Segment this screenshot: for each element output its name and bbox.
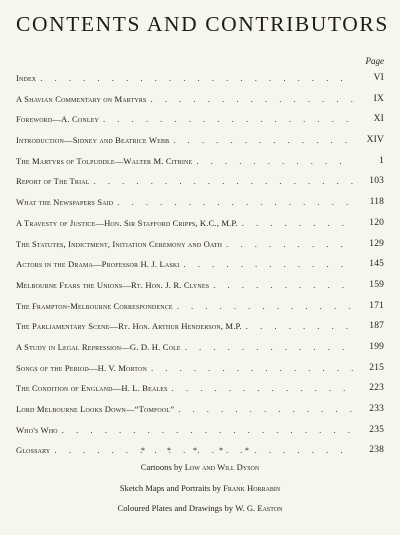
dot-leader (173, 135, 354, 145)
dot-leader (172, 383, 354, 393)
toc-entry-page: IX (373, 93, 384, 104)
toc-entry-title: Glossary (16, 445, 51, 456)
toc-entry-page: 103 (369, 176, 384, 187)
toc-entry-page: 118 (369, 197, 384, 208)
toc-entry-page: XI (373, 114, 384, 125)
toc-entry (16, 218, 384, 239)
toc-entry-page: 233 (369, 404, 384, 414)
toc-entry (16, 259, 384, 280)
toc-entry-title: Introduction—Sidney and Beatrice Webb (16, 135, 170, 146)
toc-entry (16, 197, 384, 218)
toc-entry (16, 114, 384, 135)
toc-entry-title: The Condition of England—H. L. Beales (16, 383, 168, 394)
dot-leader (40, 73, 354, 83)
toc-entry (16, 301, 384, 322)
toc-entry-title: The Martyrs of Tolpuddle—Walter M. Citrine (16, 155, 193, 166)
credit-line (0, 483, 400, 504)
table-of-contents (16, 73, 384, 466)
toc-entry-title: A Travesty of Justice—Hon. Sir Stafford Cripps, K.C., M.P. (16, 217, 238, 228)
toc-entry-page: XIV (366, 135, 384, 146)
dot-leader (151, 363, 354, 373)
toc-entry-title: Index (16, 73, 37, 83)
dot-leader (185, 342, 354, 352)
toc-entry-page: 129 (369, 238, 384, 249)
toc-entry-title: A Shavian Commentary on Martyrs (16, 93, 147, 104)
page-title: CONTENTS AND CONTRIBUTORS (16, 12, 389, 36)
toc-entry-title: The Parliamentary Scene—Rt. Hon. Arthur Henderson, M.P. (16, 321, 242, 332)
toc-entry-title: The Statutes, Indictment, Initiation Ceremony and Oath (16, 238, 223, 249)
dot-leader (117, 197, 354, 207)
toc-entry (16, 363, 384, 384)
toc-entry-title: Foreword—A. Conley (16, 114, 99, 125)
toc-entry-title: What the Newspapers Said (16, 197, 114, 208)
toc-entry (16, 239, 384, 260)
credit-name: Low and Will Dyson (184, 462, 260, 472)
credit-line (0, 503, 400, 524)
toc-entry-page: 215 (369, 362, 384, 373)
toc-entry-title: Lord Melbourne Looks Down—“Tomfool” (16, 404, 175, 414)
toc-entry-page: 223 (369, 383, 384, 394)
toc-entry-page: 145 (369, 259, 384, 270)
toc-entry-page: 171 (369, 300, 384, 311)
dot-leader (94, 176, 354, 186)
toc-entry-title: Report of The Trial (16, 176, 90, 187)
toc-entry (16, 321, 384, 342)
toc-entry (16, 94, 384, 115)
toc-entry (16, 383, 384, 404)
toc-entry-page: 120 (369, 217, 384, 228)
credit-role: Sketch Maps and Portraits by (119, 482, 224, 493)
dot-leader (62, 425, 354, 435)
dot-leader (178, 404, 354, 414)
credit-name: W. G. Easton (235, 503, 283, 513)
toc-entry-page: 238 (369, 445, 384, 456)
toc-entry (16, 280, 384, 301)
toc-entry (16, 156, 384, 177)
toc-entry-title: Melbourne Fears the Unions—Rt. Hon. J. R. Clynes (16, 279, 210, 290)
toc-entry (16, 176, 384, 197)
toc-entry-title: Songs of the Period—H. V. Morton (16, 362, 147, 373)
credit-line (0, 462, 400, 483)
toc-entry-page: VI (373, 73, 384, 83)
dot-leader (103, 114, 354, 124)
toc-entry-page: 199 (369, 341, 384, 352)
toc-entry-title: Actors in the Drama—Professor H. J. Laski (16, 259, 180, 270)
toc-entry (16, 404, 384, 425)
toc-entry-page: 187 (369, 321, 384, 332)
toc-entry (16, 342, 384, 363)
credit-role: Coloured Plates and Drawings by (117, 503, 236, 513)
dot-leader (246, 321, 354, 331)
dot-leader (184, 259, 355, 269)
credit-name: Frank Horrabin (223, 482, 281, 493)
toc-entry-title: A Study in Legal Repression—G. D. H. Cole (16, 341, 181, 352)
toc-entry (16, 425, 384, 446)
separator-stars: * * * * * (141, 446, 259, 455)
dot-leader (177, 301, 354, 311)
toc-entry (16, 73, 384, 94)
credits (0, 462, 400, 524)
toc-entry-page: 1 (379, 155, 384, 166)
dot-leader (226, 239, 354, 249)
credit-role: Cartoons by (140, 462, 185, 472)
dot-leader (213, 280, 354, 290)
dot-leader (151, 94, 354, 104)
dot-leader (196, 156, 354, 166)
toc-entry (16, 135, 384, 156)
page-column-label: Page (365, 56, 384, 66)
dot-leader (242, 218, 354, 228)
toc-entry-title: The Frampton-Melbourne Correspondence (16, 300, 173, 311)
toc-entry-page: 159 (369, 279, 384, 290)
toc-entry-page: 235 (369, 424, 384, 435)
toc-entry-title: Who's Who (16, 424, 58, 435)
